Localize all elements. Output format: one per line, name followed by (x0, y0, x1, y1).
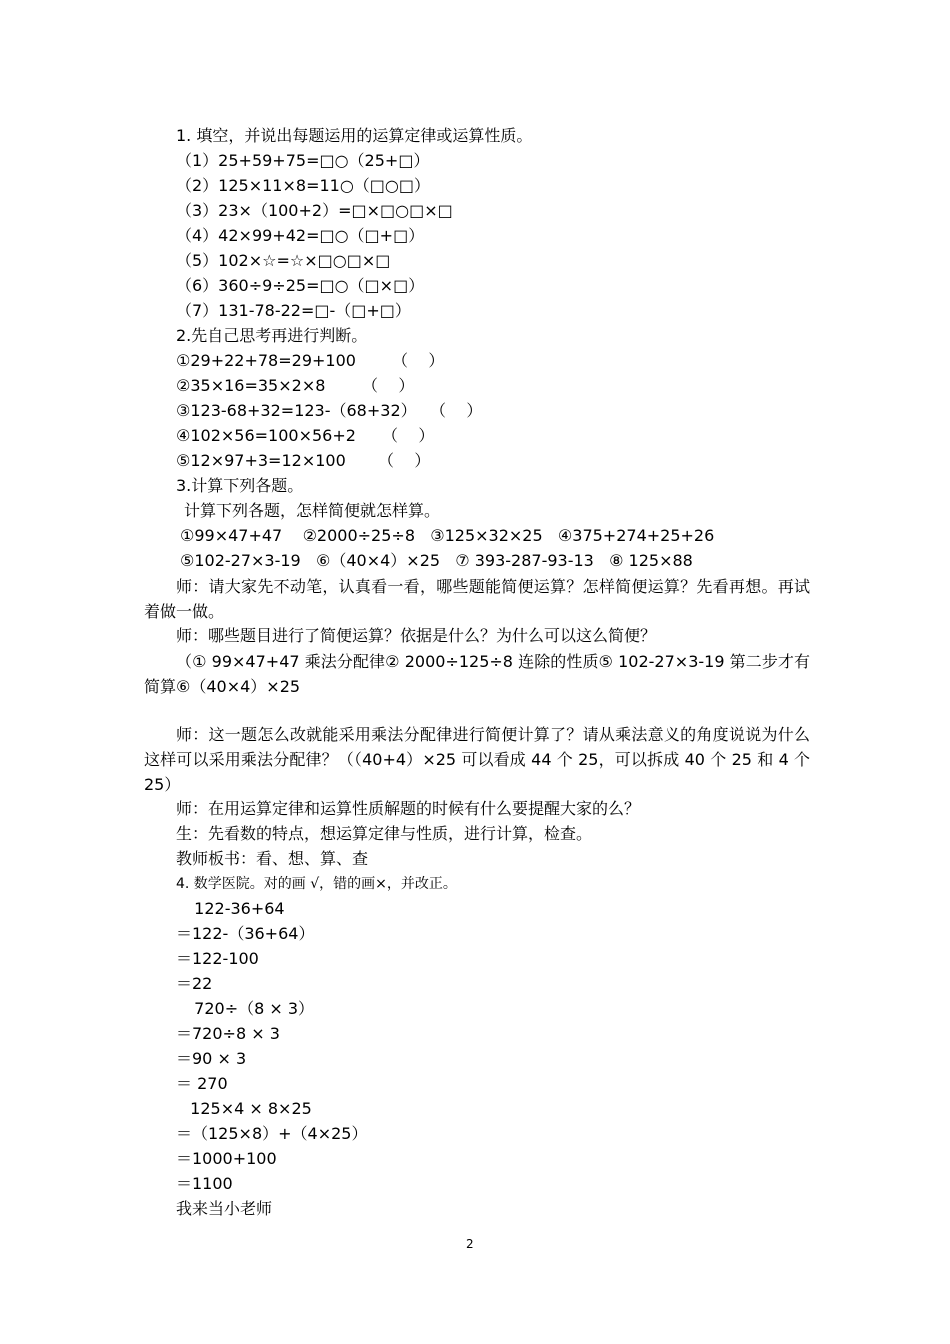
page-number: 2 (466, 1237, 474, 1251)
judge-expr-1: ①29+22+78=29+100 (176, 351, 356, 370)
section3-heading: 3.计算下列各题。 (176, 476, 304, 495)
problem3-line-3: ＝1000+100 (176, 1149, 277, 1168)
teacher-prompt-3-text: 师：这一题怎么改就能采用乘法分配律进行简便计算了？请从乘法意义的角度说说为什么这样可以采用乘法分配律？（（40+4）×25 可以看成 44 个 25，可以拆成 40 个 25 和 4 个 25） (144, 725, 810, 794)
section1-item-7: （7）131-78-22=□-（□+□） (176, 301, 411, 320)
answer-summary-text: （① 99×47+47 乘法分配律② 2000÷125÷8 连除的性质⑤ 102-27×3-19 第二步才有简算⑥（40×4）×25 (144, 652, 810, 696)
problem3-line-2: ＝（125×8）+（4×25） (176, 1124, 368, 1143)
problem2-line-3: ＝90 × 3 (176, 1049, 247, 1068)
closing-line: 我来当小老师 (176, 1199, 273, 1218)
section1-item-5: （5）102×☆=☆×□○□×□ (176, 251, 391, 270)
teacher-prompt-4: 师：在用运算定律和运算性质解题的时候有什么要提醒大家的么？ (176, 799, 641, 818)
judge-expr-4: ④102×56=100×56+2 (176, 426, 356, 445)
section1-item-2: （2）125×11×8=11○（□○□） (176, 176, 430, 195)
judge-expr-2: ②35×16=35×2×8 (176, 376, 326, 395)
judge-answer-blank-5: （ ） (378, 451, 431, 470)
problem1-line-2: ＝122-（36+64） (176, 924, 315, 943)
judge-answer-blank-4: （ ） (382, 426, 435, 445)
section4-heading: 4. 数学医院。对的画 √，错的画×，并改正。 (176, 876, 457, 892)
section1-item-4: （4）42×99+42=□○（□+□） (176, 226, 425, 245)
teacher-prompt-2: 师：哪些题目进行了简便运算？依据是什么？为什么可以这么简便？ (176, 626, 657, 645)
calc-row-1: ①99×47+47 ②2000÷25÷8 ③125×32×25 ④375+274+25+26 (180, 526, 715, 545)
problem1-line-4: ＝22 (176, 974, 213, 993)
problem2-line-2: ＝720÷8 × 3 (176, 1024, 280, 1043)
problem1-line-3: ＝122-100 (176, 949, 259, 968)
section1-item-3: （3）23×（100+2）=□×□○□×□ (176, 201, 453, 220)
judge-answer-blank-1: （ ） (392, 351, 445, 370)
section3-instruction: 计算下列各题，怎样简便就怎样算。 (184, 501, 441, 520)
teacher-prompt-1-text: 师：请大家先不动笔，认真看一看，哪些题能简便运算？怎样简便运算？先看再想。再试着做一做。 (144, 577, 810, 621)
section1-item-6: （6）360÷9÷25=□○（□×□） (176, 276, 425, 295)
problem1-line-1: 122-36+64 (184, 899, 285, 918)
problem3-line-1: 125×4 × 8×25 (180, 1099, 312, 1118)
section1-item-1: （1）25+59+75=□○（25+□） (176, 151, 430, 170)
board-note: 教师板书：看、想、算、查 (176, 849, 369, 868)
calc-row-2: ⑤102-27×3-19 ⑥（40×4）×25 ⑦ 393-287-93-13 ⑧ 125×88 (180, 551, 693, 570)
student-response: 生：先看数的特点，想运算定律与性质，进行计算，检查。 (176, 824, 593, 843)
judge-expr-5: ⑤12×97+3=12×100 (176, 451, 346, 470)
section1-heading: 1. 填空，并说出每题运用的运算定律或运算性质。 (176, 126, 533, 145)
problem3-line-4: ＝1100 (176, 1174, 233, 1193)
answer-summary (144, 649, 810, 699)
judge-answer-blank-3: （ ） (430, 401, 483, 420)
problem2-line-4: ＝ 270 (176, 1074, 228, 1093)
problem2-line-1: 720÷（8 × 3） (184, 999, 315, 1018)
section2-heading: 2.先自己思考再进行判断。 (176, 326, 368, 345)
judge-answer-blank-2: （ ） (362, 376, 415, 395)
judge-expr-3: ③123-68+32=123-（68+32） (176, 401, 417, 420)
teacher-prompt-1 (144, 574, 810, 624)
teacher-prompt-3 (144, 722, 810, 797)
